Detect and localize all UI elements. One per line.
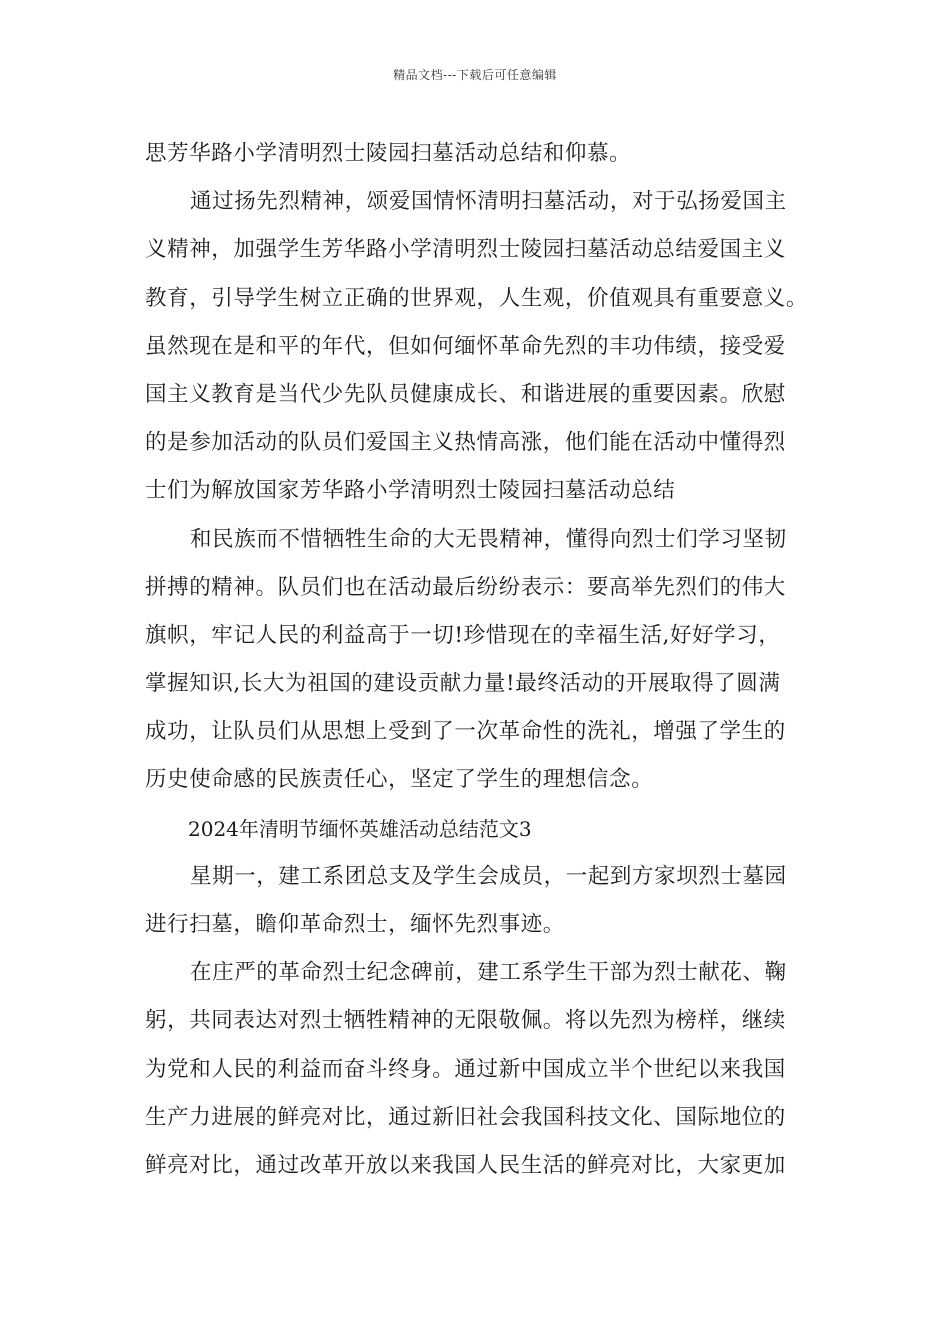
section-heading: 2024年清明节缅怀英雄活动总结范文3 <box>188 816 532 841</box>
text-line: 为党和人民的利益而奋斗终身。通过新中国成立半个世纪以来我国 <box>145 1056 786 1082</box>
text-line: 生产力进展的鲜亮对比，通过新旧社会我国科技文化、国际地位的 <box>145 1104 786 1130</box>
text-line: 士们为解放国家芳华路小学清明烈士陵园扫墓活动总结 <box>145 478 676 504</box>
text-line: 虽然现在是和平的年代，但如何缅怀革命先烈的丰功伟绩，接受爱 <box>145 333 786 359</box>
text-line: 和民族而不惜牺牲生命的大无畏精神，懂得向烈士们学习坚韧 <box>190 526 787 552</box>
text-line: 在庄严的革命烈士纪念碑前，建工系学生干部为烈士献花、鞠 <box>190 960 787 986</box>
text-line: 掌握知识,长大为祖国的建设贡献力量!最终活动的开展取得了圆满 <box>145 671 781 697</box>
text-line: 星期一，建工系团总支及学生会成员，一起到方家坝烈士墓园 <box>190 863 787 889</box>
text-line: 成功，让队员们从思想上受到了一次革命性的洗礼，增强了学生的 <box>145 719 786 745</box>
text-line: 通过扬先烈精神，颂爱国情怀清明扫墓活动，对于弘扬爱国主 <box>190 189 787 215</box>
page-header: 精品文档---下载后可任意编辑 <box>393 68 557 82</box>
text-line: 国主义教育是当代少先队员健康成长、和谐进展的重要因素。欣慰 <box>145 381 786 407</box>
text-line: 的是参加活动的队员们爱国主义热情高涨，他们能在活动中懂得烈 <box>145 430 786 456</box>
text-line: 拼搏的精神。队员们也在活动最后纷纷表示：要高举先烈们的伟大 <box>145 574 786 600</box>
text-line: 思芳华路小学清明烈士陵园扫墓活动总结和仰慕。 <box>145 141 632 166</box>
document-body <box>145 130 810 1190</box>
text-line: 历史使命感的民族责任心，坚定了学生的理想信念。 <box>145 767 654 793</box>
text-line: 义精神，加强学生芳华路小学清明烈士陵园扫墓活动总结爱国主义 <box>145 237 786 263</box>
text-line: 鲜亮对比，通过改革开放以来我国人民生活的鲜亮对比，大家更加 <box>145 1152 786 1178</box>
text-line: 旗帜，牢记人民的利益高于一切!珍惜现在的幸福生活,好好学习， <box>145 622 781 648</box>
text-line: 教育，引导学生树立正确的世界观，人生观，价值观具有重要意义。 <box>145 285 809 311</box>
text-line: 进行扫墓，瞻仰革命烈士，缅怀先烈事迹。 <box>145 912 565 937</box>
text-line: 躬，共同表达对烈士牺牲精神的无限敬佩。将以先烈为榜样，继续 <box>145 1008 786 1034</box>
